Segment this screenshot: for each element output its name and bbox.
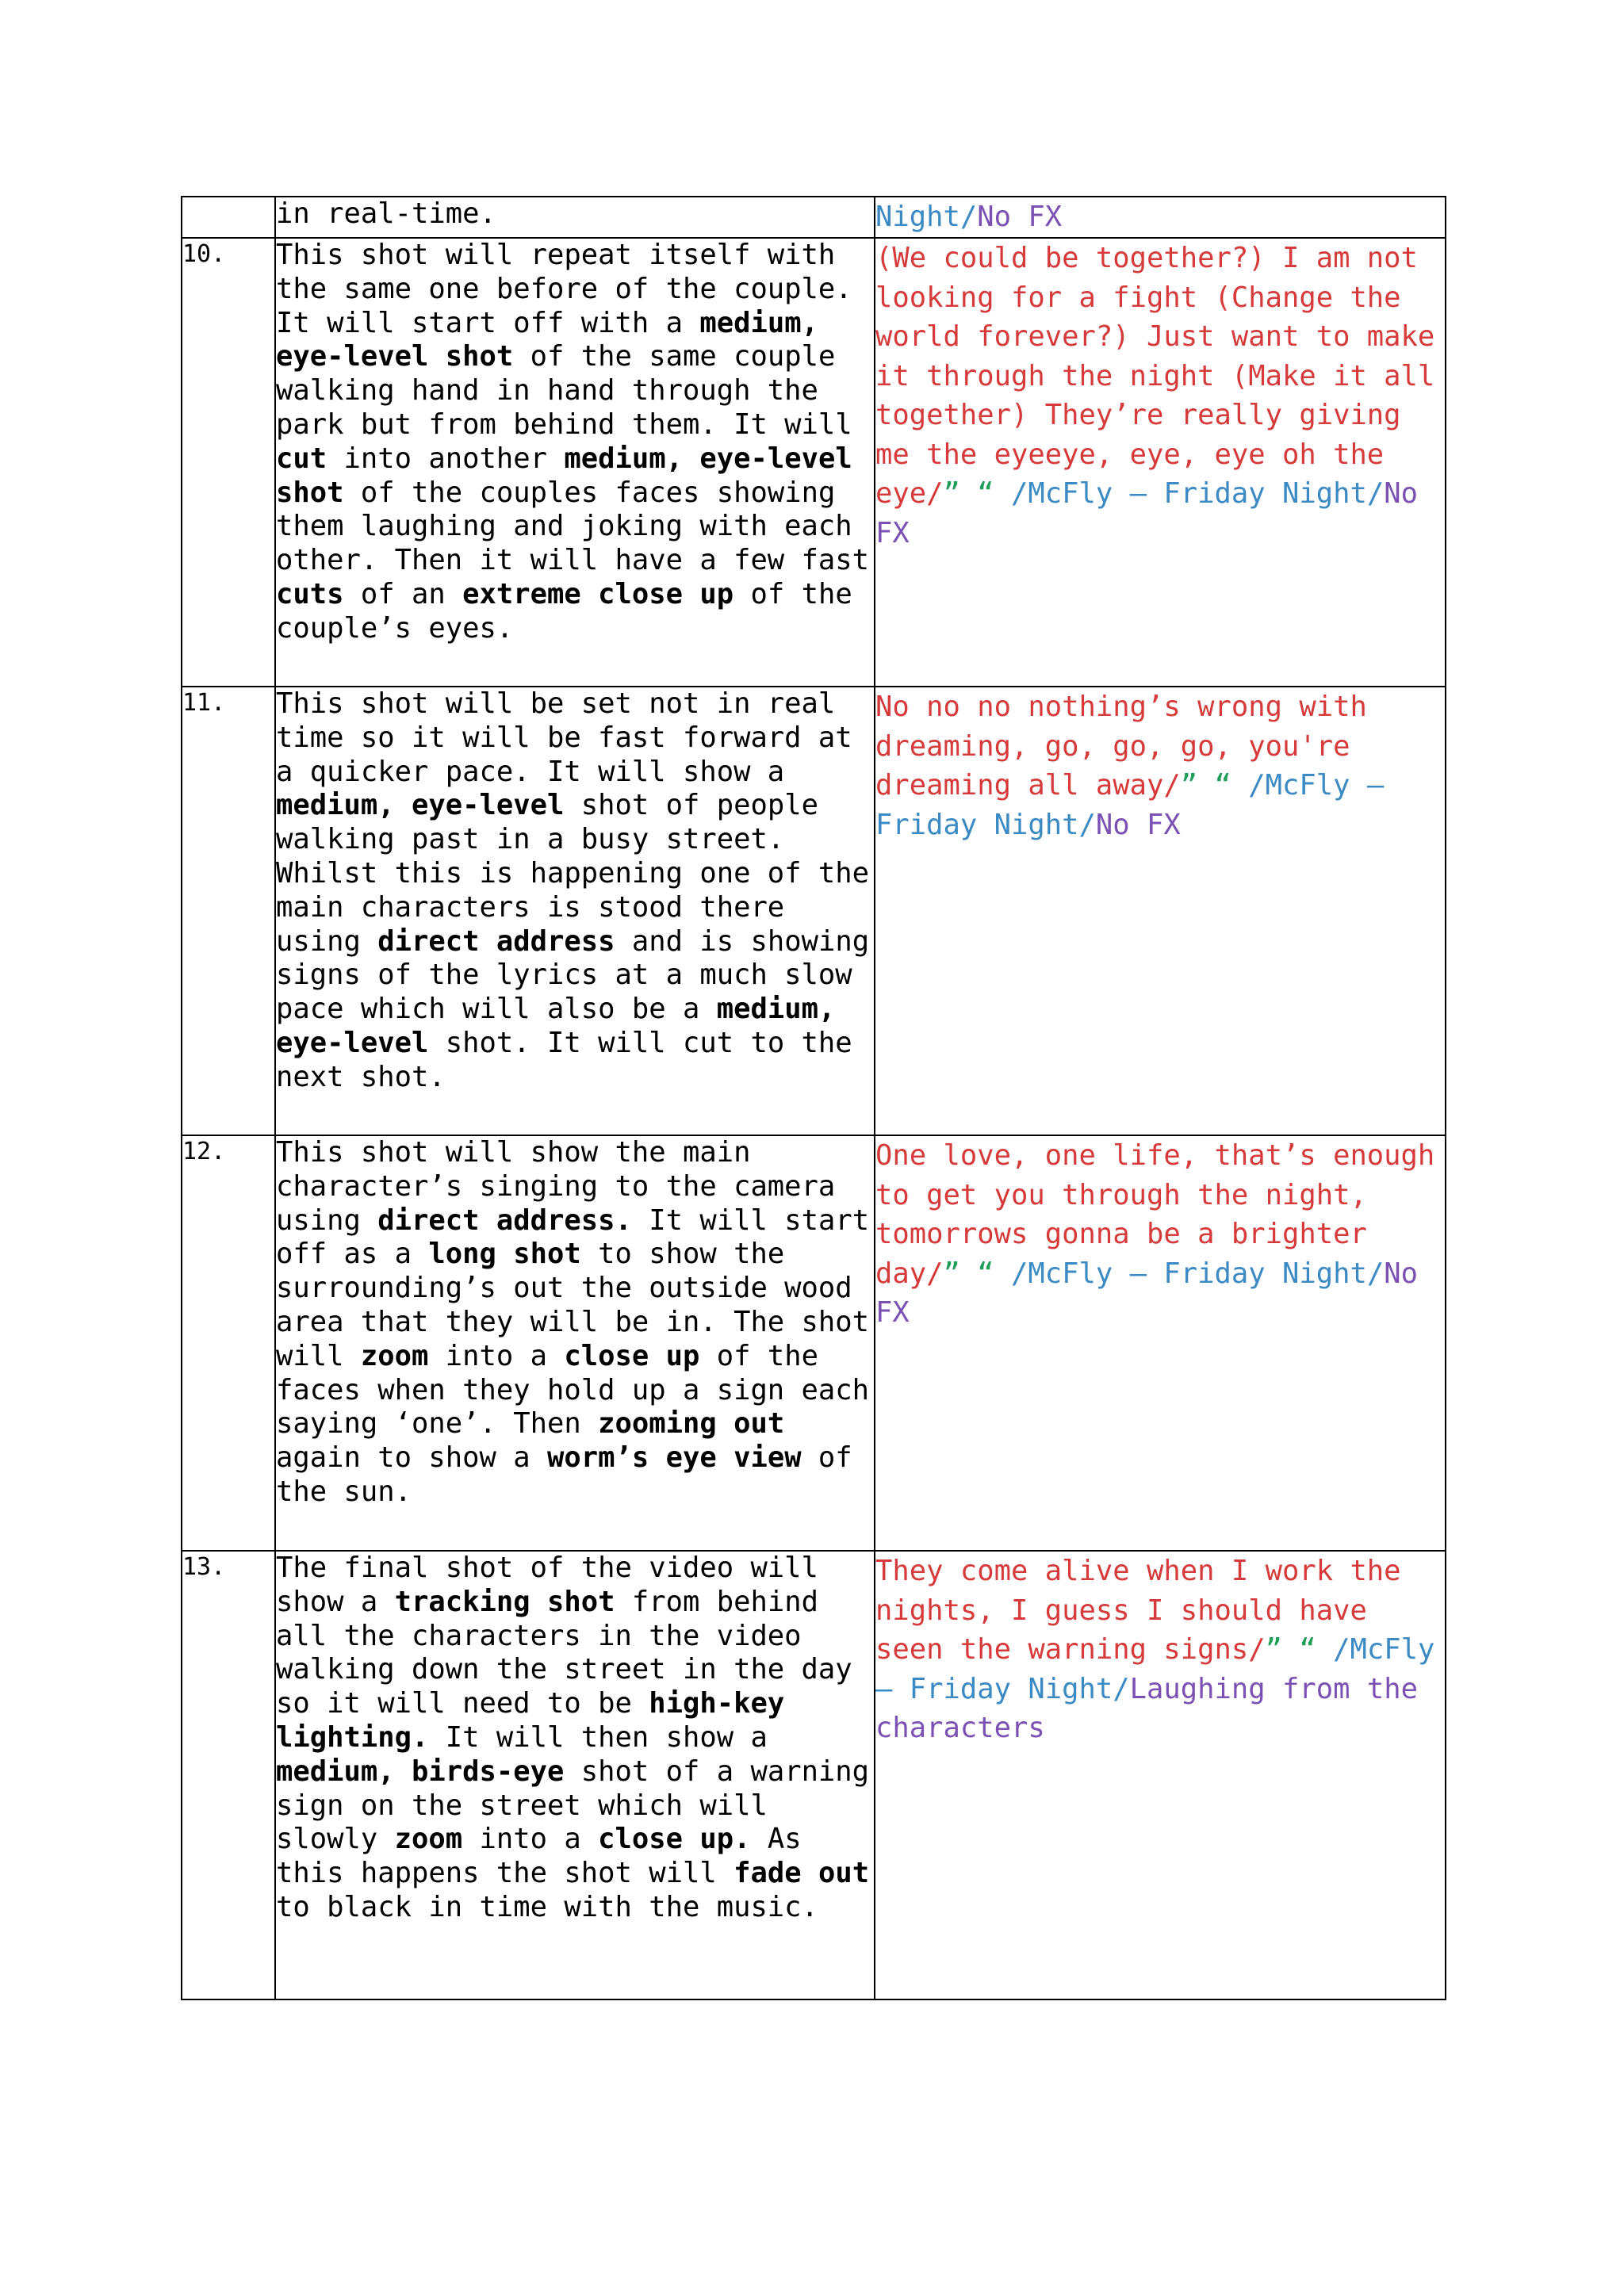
audio-cell <box>875 238 1446 687</box>
sound-effects: No FX <box>977 201 1063 233</box>
audio-text <box>875 1552 1445 1748</box>
shot-number: 12. <box>182 1135 275 1551</box>
shot-number <box>182 197 275 238</box>
description-text: The final shot of the video will show a <box>276 1552 818 1618</box>
storyboard-row <box>182 197 1446 238</box>
audio-cell <box>875 1135 1446 1551</box>
camera-term: high-key lighting. <box>276 1687 785 1754</box>
lyric-text: One love, one life, that’s enough to get you through the night, tomorrows gonna be a brighter day/ <box>875 1139 1435 1290</box>
shot-description <box>275 197 875 238</box>
camera-term: long shot <box>428 1238 581 1271</box>
camera-term: medium, birds-eye <box>276 1755 565 1788</box>
storyboard-row <box>182 238 1446 687</box>
open-quote: “ <box>1214 769 1231 802</box>
song-credit: McFly – Friday Night <box>875 769 1385 841</box>
song-credit: McFly – Friday Night <box>875 1633 1435 1705</box>
description-text: shot of people walking past in a busy street. Whilst this is happening one of the main characters is stood there using <box>276 789 870 958</box>
shot-description-text <box>276 1136 874 1510</box>
description-text: to show the surrounding’s out the outside wood area that they will be in. The shot will <box>276 1238 870 1372</box>
camera-term: worm’s eye view <box>546 1441 802 1475</box>
description-text: to black in time with the music. <box>276 1890 818 1923</box>
audio-cell <box>875 687 1446 1135</box>
open-quote: “ <box>977 477 994 510</box>
close-quote: ” <box>943 1257 960 1290</box>
camera-term: zooming out <box>598 1407 785 1441</box>
sound-effects: No FX <box>875 477 1418 549</box>
song-credit: Night <box>875 201 960 233</box>
song-credit: McFly – Friday Night <box>1028 477 1367 510</box>
camera-term: close up <box>564 1339 700 1372</box>
description-text: As this happens the shot will <box>276 1823 802 1890</box>
camera-term: medium, eye-level <box>276 993 836 1059</box>
separator-slash: / <box>994 1257 1028 1290</box>
shot-number: 13. <box>182 1551 275 1999</box>
separator-slash: / <box>1113 1672 1130 1705</box>
shot-description <box>275 238 875 687</box>
camera-term: medium, eye-level shot <box>276 442 852 509</box>
shot-description-text <box>276 239 874 646</box>
description-text: This shot will be set not in real time so it will be fast forward at a quicker pace. It will show a <box>276 687 852 788</box>
camera-term: close up. <box>598 1823 751 1856</box>
camera-term: direct address. <box>377 1203 632 1237</box>
separator-slash: / <box>1316 1633 1350 1666</box>
description-text: It will start off as a <box>276 1203 870 1271</box>
sound-effects: No FX <box>875 1257 1418 1329</box>
camera-term: direct address <box>377 924 615 958</box>
open-quote: “ <box>977 1257 994 1290</box>
shot-number: 11. <box>182 687 275 1135</box>
camera-term: zoom <box>394 1823 463 1856</box>
audio-cell <box>875 1551 1446 1999</box>
description-text: It will then show a <box>428 1720 768 1754</box>
camera-term: cut <box>276 442 327 475</box>
description-text: into a <box>462 1823 599 1856</box>
sound-effects: No FX <box>1095 808 1181 841</box>
camera-term: zoom <box>360 1339 429 1372</box>
separator-slash: / <box>959 201 978 233</box>
storyboard-row <box>182 1135 1446 1551</box>
sound-effects: Laughing from the characters <box>875 1672 1418 1744</box>
camera-term: medium, eye-level <box>276 789 565 822</box>
description-text: again to show a <box>276 1441 547 1475</box>
description-text: This shot will repeat itself with the same one before of the couple. It will start off with a <box>276 239 852 339</box>
separator-slash: / <box>994 477 1028 510</box>
description-text: of the couple’s eyes. <box>276 577 852 645</box>
description-text: of the couples faces showing them laughing and joking with each other. Then it will have a few fast <box>276 476 870 577</box>
description-text: and is showing signs of the lyrics at a much slow pace which will also be a <box>276 924 870 1026</box>
shot-description <box>275 687 875 1135</box>
close-quote: ” <box>943 477 960 510</box>
description-text: from behind all the characters in the video walking down the street in the day so it will need to be <box>276 1585 852 1720</box>
shot-number: 10. <box>182 238 275 687</box>
close-quote: ” <box>1180 769 1198 802</box>
shot-description <box>275 1135 875 1551</box>
audio-text <box>875 239 1445 553</box>
separator-slash: / <box>1078 808 1096 841</box>
separator-slash: / <box>1231 769 1266 802</box>
storyboard-table <box>181 196 1446 2000</box>
shot-description <box>275 1551 875 1999</box>
description-text: in real-time. <box>276 197 496 230</box>
storyboard-rows <box>182 197 1446 1999</box>
description-text: of an <box>343 577 463 610</box>
description-text: of the sun. <box>276 1441 852 1508</box>
description-text: of the faces when they hold up a sign each saying ‘one’. Then <box>276 1339 870 1441</box>
camera-term: fade out <box>733 1857 870 1890</box>
shot-description-text <box>276 197 874 232</box>
storyboard-row <box>182 687 1446 1135</box>
camera-term: cuts <box>276 577 344 610</box>
description-text: into a <box>428 1339 565 1372</box>
lyric-text: No no no nothing’s wrong with dreaming, go, go, go, you're dreaming all away/ <box>875 691 1367 802</box>
description-text: into another <box>327 442 565 475</box>
storyboard-row <box>182 1551 1446 1999</box>
lyric-text: (We could be together?) I am not looking for a fight (Change the world forever?) Just want to make it through the night (Make it all together) They’re really giving me the eyeeye, eye, eye oh the eye/ <box>875 242 1435 510</box>
open-quote: “ <box>1299 1633 1316 1666</box>
audio-text <box>875 197 1445 237</box>
close-quote: ” <box>1265 1633 1282 1666</box>
song-credit: McFly – Friday Night <box>1028 1257 1367 1290</box>
camera-term: extreme close up <box>462 577 734 610</box>
description-text: shot. It will cut to the next shot. <box>276 1026 852 1093</box>
separator-slash: / <box>1366 477 1385 510</box>
shot-description-text <box>276 1552 874 1925</box>
audio-text <box>875 687 1445 844</box>
shot-description-text <box>276 687 874 1095</box>
description-text: shot of a warning sign on the street which will slowly <box>276 1755 870 1856</box>
audio-text <box>875 1136 1445 1333</box>
description-text: of the same couple walking hand in hand through the park but from behind them. It will <box>276 340 852 441</box>
description-text: This shot will show the main character’s singing to the camera using <box>276 1136 836 1237</box>
camera-term: medium, eye-level shot <box>276 306 818 373</box>
audio-cell <box>875 197 1446 238</box>
camera-term: tracking shot <box>394 1585 615 1618</box>
separator-slash: / <box>1366 1257 1385 1290</box>
lyric-text: They come alive when I work the nights, I guess I should have seen the warning signs/ <box>875 1555 1401 1666</box>
